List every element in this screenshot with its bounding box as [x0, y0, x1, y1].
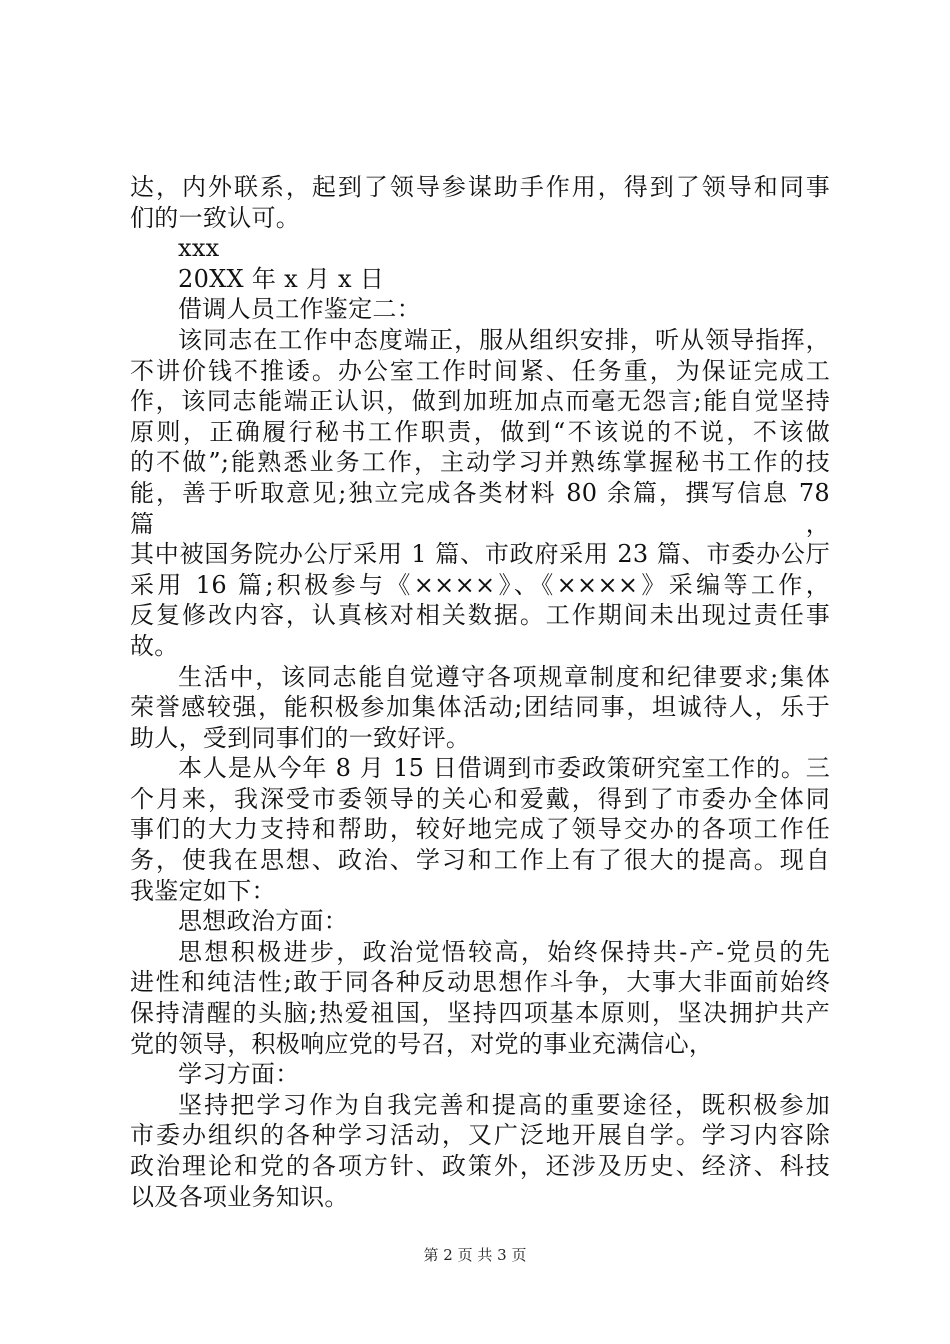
- text-line: 党的领导，积极响应党的号召，对党的事业充满信心，: [130, 1029, 714, 1058]
- text-line: 作，该同志能端正认识，做到加班加点而毫无怨言;能自觉坚持: [130, 387, 830, 416]
- text-line: 能，善于听取意见;独立完成各类材料 80 余篇，撰写信息 78 篇，: [130, 478, 830, 538]
- text-line: 保持清醒的头脑;热爱祖国，坚持四项基本原则，坚决拥护共产: [130, 999, 830, 1028]
- text-line: xxx: [178, 234, 220, 263]
- text-line: 不讲价钱不推诿。办公室工作时间紧、任务重，为保证完成工: [130, 356, 830, 385]
- text-line: 们的一致认可。: [130, 203, 301, 232]
- text-line: 思想积极进步，政治觉悟较高，始终保持共-产-党员的先: [178, 937, 830, 966]
- text-line: 原则，正确履行秘书工作职责，做到“不该说的不说，不该做: [130, 417, 830, 446]
- text-line: 务，使我在思想、政治、学习和工作上有了很大的提高。现自: [130, 846, 830, 875]
- text-line: 思想政治方面：: [178, 907, 349, 936]
- text-line: 该同志在工作中态度端正，服从组织安排，听从领导指挥，: [178, 325, 830, 354]
- document-body: [130, 172, 830, 1212]
- text-line: 政治理论和党的各项方针、政策外，还涉及历史、经济、科技: [130, 1152, 830, 1180]
- text-line: 20XX 年 x 月 x 日: [178, 264, 385, 293]
- text-line: 助人，受到同事们的一致好评。: [130, 723, 471, 752]
- text-line: 我鉴定如下：: [130, 876, 276, 905]
- text-line: 进性和纯洁性;敢于同各种反动思想作斗争，大事大非面前始终: [130, 968, 830, 997]
- text-line: 生活中，该同志能自觉遵守各项规章制度和纪律要求;集体: [178, 662, 830, 691]
- text-line: 达，内外联系，起到了领导参谋助手作用，得到了领导和同事: [130, 173, 830, 201]
- text-line: 反复修改内容，认真核对相关数据。工作期间未出现过责任事: [130, 601, 830, 630]
- text-line: 本人是从今年 8 月 15 日借调到市委政策研究室工作的。三: [178, 754, 830, 783]
- text-line: 其中被国务院办公厅采用 1 篇、市政府采用 23 篇、市委办公厅: [130, 540, 831, 569]
- text-line: 个月来，我深受市委领导的关心和爱戴，得到了市委办全体同: [130, 784, 830, 813]
- text-line: 的不做”;能熟悉业务工作，主动学习并熟练掌握秘书工作的技: [130, 448, 830, 477]
- text-line: 事们的大力支持和帮助，较好地完成了领导交办的各项工作任: [130, 815, 830, 844]
- text-line: 以及各项业务知识。: [130, 1182, 349, 1211]
- text-line: 市委办组织的各种学习活动，又广泛地开展自学。学习内容除: [130, 1121, 830, 1150]
- text-line: 荣誉感较强，能积极参加集体活动;团结同事，坦诚待人，乐于: [130, 693, 830, 722]
- text-line: 借调人员工作鉴定二：: [178, 295, 421, 324]
- text-line: 坚持把学习作为自我完善和提高的重要途径，既积极参加: [178, 1090, 830, 1119]
- text-line: 学习方面：: [178, 1060, 300, 1089]
- text-line: 故。: [130, 631, 179, 660]
- text-line: 采用 16 篇;积极参与《××××》、《××××》采编等工作，: [130, 570, 830, 599]
- page-footer: 第 2 页 共 3 页: [423, 1246, 527, 1264]
